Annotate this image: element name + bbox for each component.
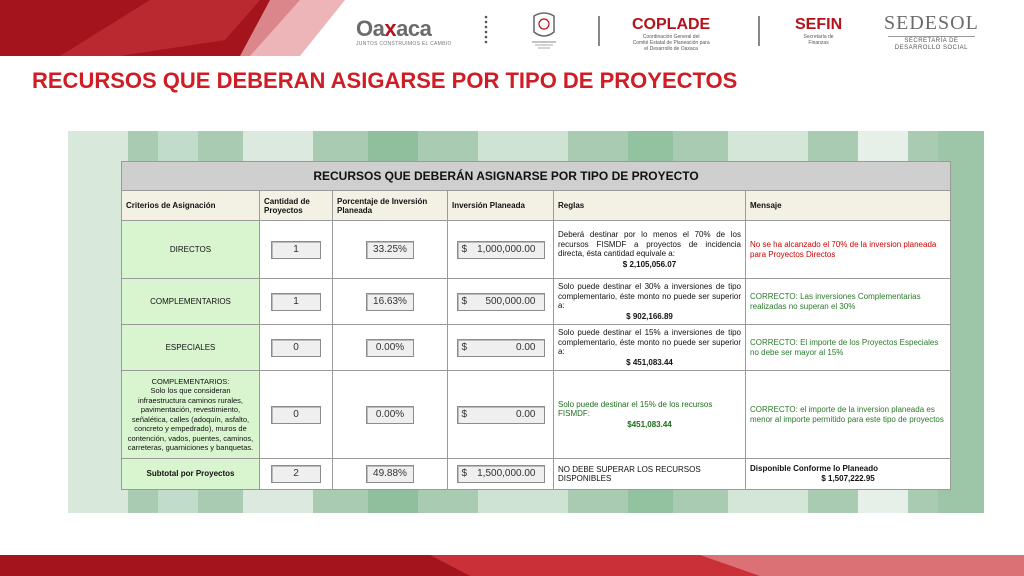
state-seal-icon xyxy=(528,10,560,50)
regla-cell xyxy=(554,325,746,371)
mensaje-cell: CORRECTO: El importe de los Proyectos Especiales no debe ser mayor al 15% xyxy=(746,325,951,371)
logo-header xyxy=(350,10,1020,52)
sedesol-sub-1: SECRETARÍA DE xyxy=(904,38,959,44)
subtotal-mensaje-cell xyxy=(746,459,951,490)
regla-text: Solo puede destinar el 15% de los recursos FISMDF: xyxy=(558,399,713,419)
regla-cell xyxy=(554,221,746,279)
inversion-field[interactable] xyxy=(457,241,545,259)
porcentaje-cell xyxy=(333,221,448,279)
table-row xyxy=(122,325,951,371)
regla-cell xyxy=(554,371,746,459)
currency-symbol: $ xyxy=(461,408,468,420)
inversion-cell xyxy=(448,371,554,459)
logo-divider xyxy=(758,16,760,46)
inversion-cell xyxy=(448,279,554,325)
porcentaje-field: 33.25% xyxy=(366,241,414,259)
criterio-cell: COMPLEMENTARIOS xyxy=(122,279,260,325)
inversion-field[interactable] xyxy=(457,293,545,311)
inversion-value: 0.00 xyxy=(516,341,536,353)
subtotal-mensaje-monto: $ 1,507,222.95 xyxy=(821,474,875,483)
dotted-separator xyxy=(484,15,488,45)
slide-title: RECURSOS QUE DEBERAN ASIGARSE POR TIPO DE PROYECTOS xyxy=(32,68,738,93)
subtotal-cantidad: 2 xyxy=(271,465,321,483)
sefin-sub-2: Finanzas xyxy=(808,40,829,46)
inversion-cell xyxy=(448,221,554,279)
regla-cell xyxy=(554,279,746,325)
table-row xyxy=(122,279,951,325)
sefin-logo xyxy=(795,16,842,46)
subtotal-inversion xyxy=(457,465,545,483)
bg-stripe xyxy=(68,131,128,513)
regla-monto: $ 451,083.44 xyxy=(626,357,673,367)
regla-text: Deberá destinar por lo menos el 70% de los recursos FISMDF a proyectos de incidencia directa, ésta cantidad equivale a: xyxy=(558,230,741,258)
subtotal-inversion-value: 1,500,000.00 xyxy=(477,468,536,479)
table-row xyxy=(122,221,951,279)
inversion-value: 1,000,000.00 xyxy=(477,243,536,255)
cantidad-field[interactable]: 0 xyxy=(271,406,321,424)
cantidad-field[interactable]: 1 xyxy=(271,293,321,311)
header-cantidad: Cantidad de Proyectos xyxy=(260,191,333,221)
criterio-cell: DIRECTOS xyxy=(122,221,260,279)
currency-symbol: $ xyxy=(461,295,468,307)
inversion-value: 500,000.00 xyxy=(485,295,536,307)
cantidad-field[interactable]: 1 xyxy=(271,241,321,259)
criterio-cell: ESPECIALES xyxy=(122,325,260,371)
header-criterio: Criterios de Asignación xyxy=(122,191,260,221)
subtotal-label: Subtotal por Proyectos xyxy=(122,459,260,490)
header-porcentaje: Porcentaje de Inversión Planeada xyxy=(333,191,448,221)
sefin-logo-text: SEFIN xyxy=(795,16,843,33)
allocation-table xyxy=(121,161,951,490)
inversion-field[interactable] xyxy=(457,406,545,424)
subtotal-regla: NO DEBE SUPERAR LOS RECURSOS DISPONIBLES xyxy=(554,459,746,490)
porcentaje-field: 16.63% xyxy=(366,293,414,311)
sedesol-sub-2: DESARROLLO SOCIAL xyxy=(894,45,968,51)
regla-text: Solo puede destinar el 15% a inversiones de tipo complementario, éste monto no puede ser superior a: xyxy=(558,328,741,356)
sefin-sub-1: Secretaría de xyxy=(803,34,834,40)
table-title: RECURSOS QUE DEBERÁN ASIGNARSE POR TIPO DE PROYECTO xyxy=(122,162,951,191)
criterio-cell xyxy=(122,371,260,459)
inversion-value: 0.00 xyxy=(516,408,536,420)
inversion-cell xyxy=(448,459,554,490)
bottom-band xyxy=(0,555,1024,576)
oaxaca-tagline: JUNTOS CONSTRUIMOS EL CAMBIO xyxy=(356,41,452,47)
coplade-logo-text: COPLADE xyxy=(632,16,711,33)
sedesol-rule xyxy=(888,36,975,37)
cantidad-cell xyxy=(260,325,333,371)
coplade-logo xyxy=(632,16,710,52)
table-header-row xyxy=(122,191,951,221)
table-row xyxy=(122,371,951,459)
logo-divider xyxy=(598,16,600,46)
header-mensaje: Mensaje xyxy=(746,191,951,221)
porcentaje-cell xyxy=(333,459,448,490)
coplade-sub-1: Coordinación General del xyxy=(642,34,700,40)
currency-symbol: $ xyxy=(461,243,468,255)
porcentaje-cell xyxy=(333,279,448,325)
cantidad-cell xyxy=(260,371,333,459)
regla-monto: $ 902,166.89 xyxy=(626,311,673,321)
oaxaca-logo xyxy=(356,16,452,47)
regla-monto: $451,083.44 xyxy=(627,419,672,429)
porcentaje-cell xyxy=(333,371,448,459)
mensaje-cell: CORRECTO: Las inversiones Complementarias realizadas no superan el 30% xyxy=(746,279,951,325)
header-reglas: Reglas xyxy=(554,191,746,221)
coplade-sub-2: Comité Estatal de Planeación para xyxy=(632,40,710,46)
inversion-field[interactable] xyxy=(457,339,545,357)
porcentaje-cell xyxy=(333,325,448,371)
cantidad-field[interactable]: 0 xyxy=(271,339,321,357)
sedesol-logo-text: SEDESOL xyxy=(884,12,979,34)
header-inversion: Inversión Planeada xyxy=(448,191,554,221)
top-left-decoration xyxy=(0,0,360,56)
regla-monto: $ 2,105,056.07 xyxy=(622,259,677,269)
criterio-description: Solo los que consideran infraestructura caminos rurales, pavimentación, revestimiento, señalética, calles (adoquín, asfalto, concreto y empedrado), muros de contención, vados, puentes, caminos, carreteras, guarniciones y banquetas. xyxy=(127,386,254,452)
coplade-sub-3: el Desarrollo de Oaxaca xyxy=(644,46,698,52)
porcentaje-field: 0.00% xyxy=(366,406,414,424)
criterio-title: COMPLEMENTARIOS: xyxy=(151,376,230,386)
sedesol-logo xyxy=(884,12,979,52)
subtotal-porcentaje: 49.88% xyxy=(366,465,414,483)
subtotal-mensaje: Disponible Conforme lo Planeado xyxy=(750,464,879,473)
table-title-row xyxy=(122,162,951,191)
cantidad-cell xyxy=(260,279,333,325)
oaxaca-logo-accent: x xyxy=(384,16,397,41)
inversion-cell xyxy=(448,325,554,371)
oaxaca-logo-text: Oaxaca xyxy=(356,16,432,41)
currency-symbol: $ xyxy=(461,468,468,479)
subtotal-row xyxy=(122,459,951,490)
allocation-sheet xyxy=(121,161,950,490)
mensaje-cell: CORRECTO: el importe de la inversion planeada es menor al importe permitido para este tipo de proyectos xyxy=(746,371,951,459)
cantidad-cell xyxy=(260,221,333,279)
currency-symbol: $ xyxy=(461,341,468,353)
cantidad-cell xyxy=(260,459,333,490)
regla-text: Solo puede destinar el 30% a inversiones de tipo complementario, éste monto no puede ser superior a: xyxy=(558,282,741,310)
porcentaje-field: 0.00% xyxy=(366,339,414,357)
mensaje-cell: No se ha alcanzado el 70% de la inversion planeada para Proyectos Directos xyxy=(746,221,951,279)
